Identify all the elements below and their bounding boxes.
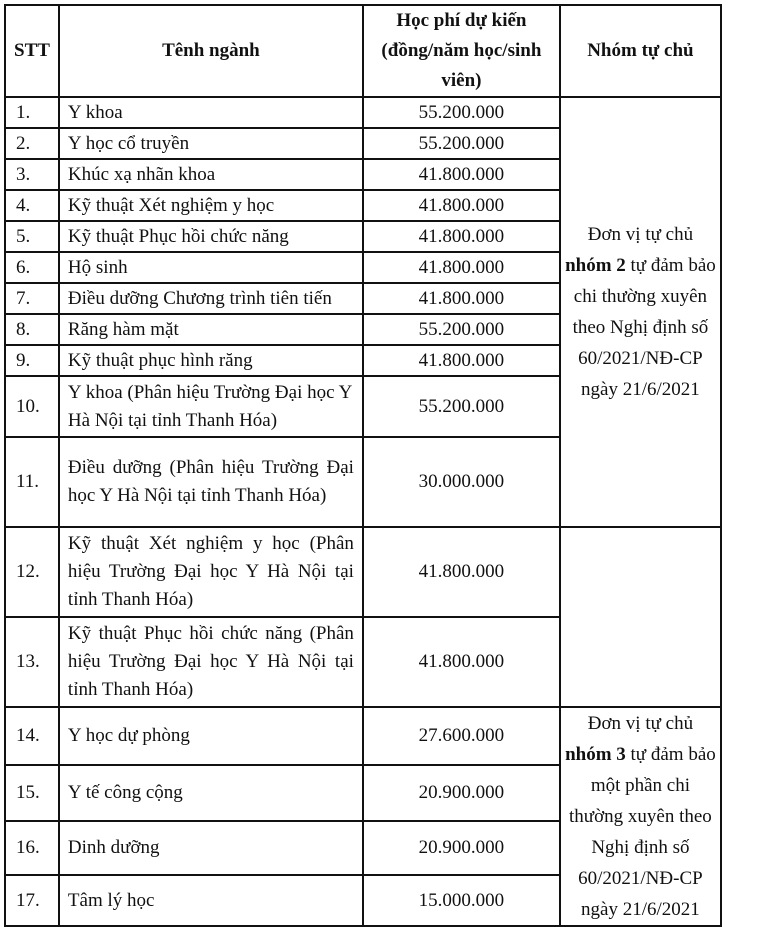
- header-group: Nhóm tự chủ: [560, 5, 721, 97]
- header-stt: STT: [5, 5, 59, 97]
- group-2-prefix: Đơn vị tự chủ: [587, 224, 694, 245]
- row-fee: 55.200.000: [363, 128, 560, 159]
- group-2-cell: [560, 97, 721, 527]
- row-fee: 41.800.000: [363, 221, 560, 252]
- group-3-bold: nhóm 3: [565, 744, 626, 765]
- row-stt: 3.: [5, 159, 59, 190]
- row-name: Tâm lý học: [59, 875, 363, 926]
- row-stt: 15.: [5, 765, 59, 821]
- row-name: Y học dự phòng: [59, 707, 363, 765]
- row-name: Kỹ thuật Phục hồi chức năng: [59, 221, 363, 252]
- row-name: Kỹ thuật Xét nghiệm y học: [59, 190, 363, 221]
- row-fee: 15.000.000: [363, 875, 560, 926]
- row-stt: 8.: [5, 314, 59, 345]
- row-name: Kỹ thuật Phục hồi chức năng (Phân hiệu Trường Đại học Y Hà Nội tại tỉnh Thanh Hóa): [59, 617, 363, 707]
- row-fee: 20.900.000: [363, 821, 560, 875]
- table-row: [5, 97, 721, 128]
- row-stt: 1.: [5, 97, 59, 128]
- row-name: Y khoa: [59, 97, 363, 128]
- row-stt: 13.: [5, 617, 59, 707]
- row-fee: 41.800.000: [363, 617, 560, 707]
- row-fee: 41.800.000: [363, 527, 560, 617]
- group-3-prefix: Đơn vị tự chủ: [587, 713, 694, 734]
- row-stt: 10.: [5, 376, 59, 437]
- row-stt: 12.: [5, 527, 59, 617]
- row-fee: 41.800.000: [363, 283, 560, 314]
- group-empty-cell: [560, 527, 721, 707]
- row-name: Khúc xạ nhãn khoa: [59, 159, 363, 190]
- header-fee: Học phí dự kiến (đồng/năm học/sinh viên): [363, 5, 560, 97]
- row-name: Y khoa (Phân hiệu Trường Đại học Y Hà Nội tại tỉnh Thanh Hóa): [59, 376, 363, 437]
- row-name: Điều dưỡng Chương trình tiên tiến: [59, 283, 363, 314]
- group-3-suffix: tự đảm bảo một phần chi thường xuyên theo Nghị định số 60/2021/NĐ-CP ngày 21/6/2021: [569, 744, 716, 920]
- row-fee: 20.900.000: [363, 765, 560, 821]
- row-fee: 41.800.000: [363, 345, 560, 376]
- row-stt: 17.: [5, 875, 59, 926]
- row-fee: 27.600.000: [363, 707, 560, 765]
- group-3-cell: [560, 707, 721, 926]
- row-stt: 4.: [5, 190, 59, 221]
- row-fee: 41.800.000: [363, 252, 560, 283]
- row-stt: 2.: [5, 128, 59, 159]
- group-2-bold: nhóm 2: [565, 255, 626, 276]
- row-name: Hộ sinh: [59, 252, 363, 283]
- row-name: Điều dưỡng (Phân hiệu Trường Đại học Y Hà Nội tại tỉnh Thanh Hóa): [59, 437, 363, 527]
- table-row: [5, 527, 721, 617]
- row-fee: 30.000.000: [363, 437, 560, 527]
- row-name: Y học cổ truyền: [59, 128, 363, 159]
- row-stt: 11.: [5, 437, 59, 527]
- row-fee: 41.800.000: [363, 159, 560, 190]
- row-stt: 14.: [5, 707, 59, 765]
- row-stt: 7.: [5, 283, 59, 314]
- group-2-suffix: tự đảm bảo chi thường xuyên theo Nghị định số 60/2021/NĐ-CP ngày 21/6/2021: [572, 255, 716, 400]
- row-fee: 55.200.000: [363, 97, 560, 128]
- row-fee: 55.200.000: [363, 314, 560, 345]
- tuition-table: [4, 4, 722, 927]
- header-name: Tênh ngành: [59, 5, 363, 97]
- row-name: Kỹ thuật Xét nghiệm y học (Phân hiệu Trường Đại học Y Hà Nội tại tỉnh Thanh Hóa): [59, 527, 363, 617]
- row-stt: 9.: [5, 345, 59, 376]
- row-name: Răng hàm mặt: [59, 314, 363, 345]
- row-name: Dinh dưỡng: [59, 821, 363, 875]
- row-name: Kỹ thuật phục hình răng: [59, 345, 363, 376]
- row-stt: 16.: [5, 821, 59, 875]
- row-fee: 55.200.000: [363, 376, 560, 437]
- header-row: [5, 5, 721, 97]
- row-stt: 5.: [5, 221, 59, 252]
- row-name: Y tế công cộng: [59, 765, 363, 821]
- row-stt: 6.: [5, 252, 59, 283]
- row-fee: 41.800.000: [363, 190, 560, 221]
- table-row: [5, 707, 721, 765]
